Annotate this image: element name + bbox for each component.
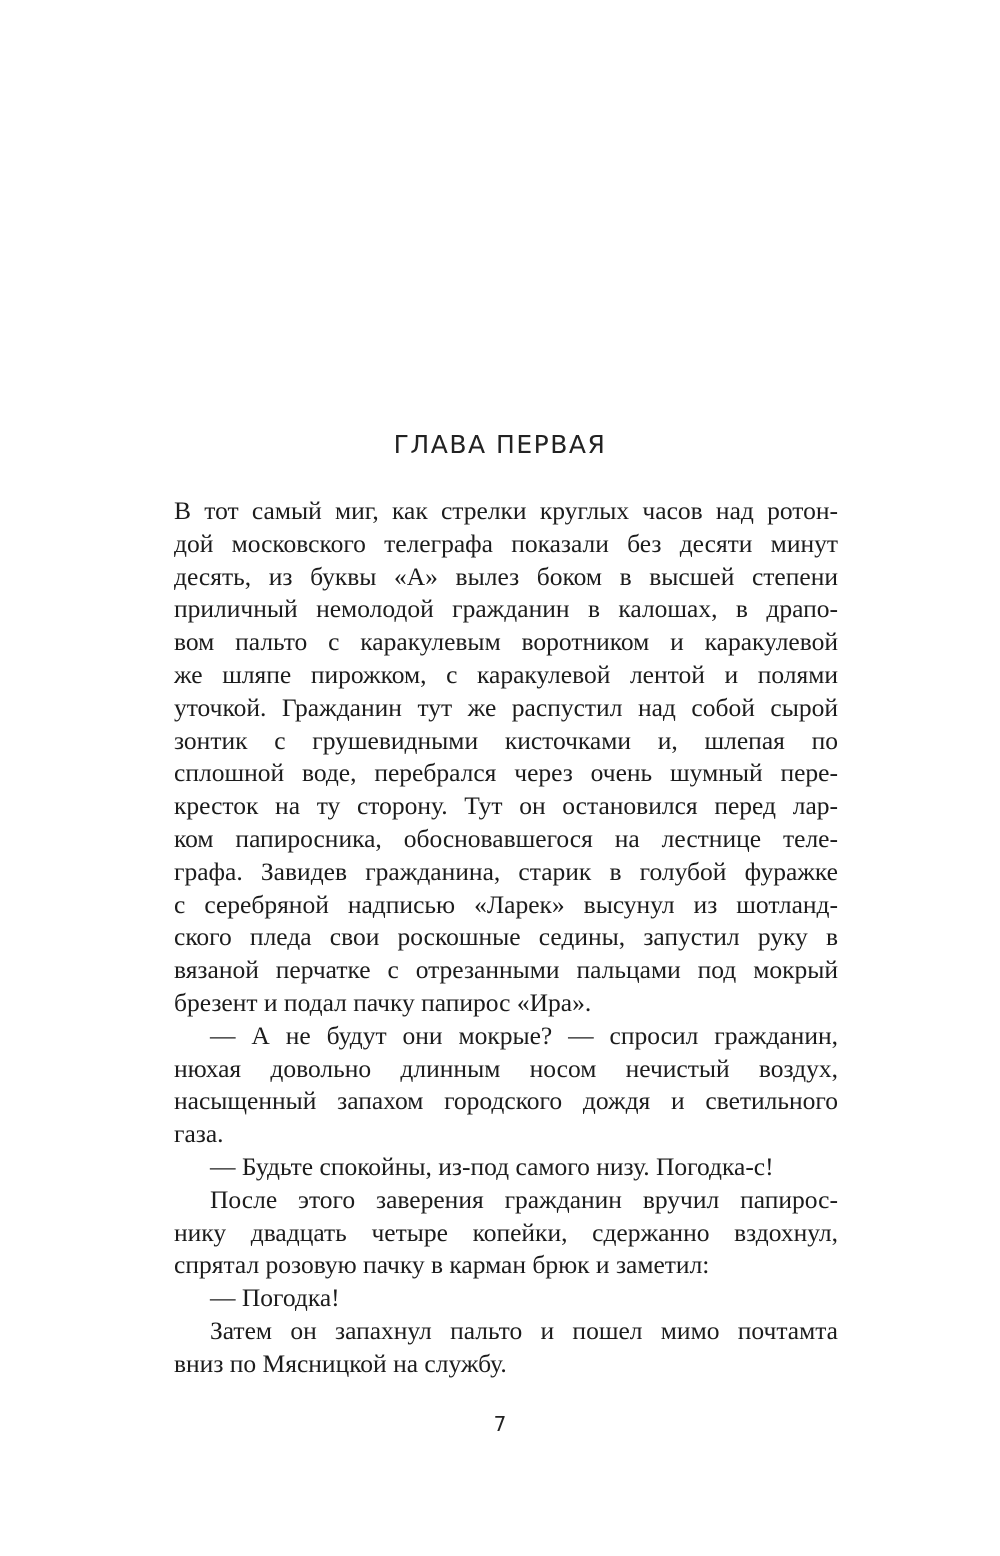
text-line: кресток на ту сторону. Тут он остановился перед лар- (174, 791, 838, 821)
chapter-body-text (174, 495, 838, 1381)
text-line: вниз по Мясницкой на службу. (174, 1348, 507, 1378)
text-line: вязаной перчатке с отрезанными пальцами под мокрый (174, 955, 838, 985)
text-line: приличный немолодой гражданин в калошах, в драпо- (174, 594, 838, 624)
text-line: В тот самый миг, как стрелки круглых часов над ротон- (174, 496, 838, 525)
text-line: брезент и подал пачку папирос «Ира». (174, 987, 592, 1017)
text-line: — А не будут они мокрые? — спросил гражданин, (210, 1020, 838, 1050)
text-line: ком папиросника, обосновавшегося на лестнице теле- (174, 823, 838, 853)
text-line: уточкой. Гражданин тут же распустил над собой сырой (174, 692, 838, 722)
text-line: зонтик с грушевидными кисточками и, шлепая по (174, 725, 838, 755)
chapter-title: ГЛАВА ПЕРВАЯ (393, 430, 607, 459)
text-line: — Погодка! (210, 1283, 340, 1313)
text-line: насыщенный запахом городского дождя и светильного (174, 1086, 838, 1116)
text-line: нюхая довольно длинным носом нечистый воздух, (174, 1053, 838, 1083)
page-number: 7 (493, 1412, 507, 1436)
text-line: газа. (174, 1119, 224, 1149)
text-line: же шляпе пирожком, с каракулевой лентой и полями (174, 659, 838, 689)
text-line: спрятал розовую пачку в карман брюк и заметил: (174, 1250, 710, 1280)
text-line: Затем он запахнул пальто и пошел мимо почтамта (210, 1315, 838, 1345)
text-line: с серебряной надписью «Ларек» высунул из шотланд- (174, 889, 838, 919)
text-line: ского пледа свои роскошные седины, запустил руку в (174, 922, 838, 952)
text-line: графа. Завидев гражданина, старик в голубой фуражке (174, 856, 838, 886)
text-line: вом пальто с каракулевым воротником и каракулевой (174, 627, 838, 657)
text-line: сплошной воде, перебрался через очень шумный пере- (174, 758, 838, 788)
text-line: десять, из буквы «А» вылез боком в высшей степени (174, 561, 838, 591)
text-line: дой московского телеграфа показали без десяти минут (174, 528, 838, 558)
text-line: После этого заверения гражданин вручил папирос- (210, 1184, 838, 1214)
text-line: — Будьте спокойны, из-под самого низу. Погодка-с! (210, 1151, 774, 1181)
text-line: нику двадцать четыре копейки, сдержанно вздохнул, (174, 1217, 838, 1247)
